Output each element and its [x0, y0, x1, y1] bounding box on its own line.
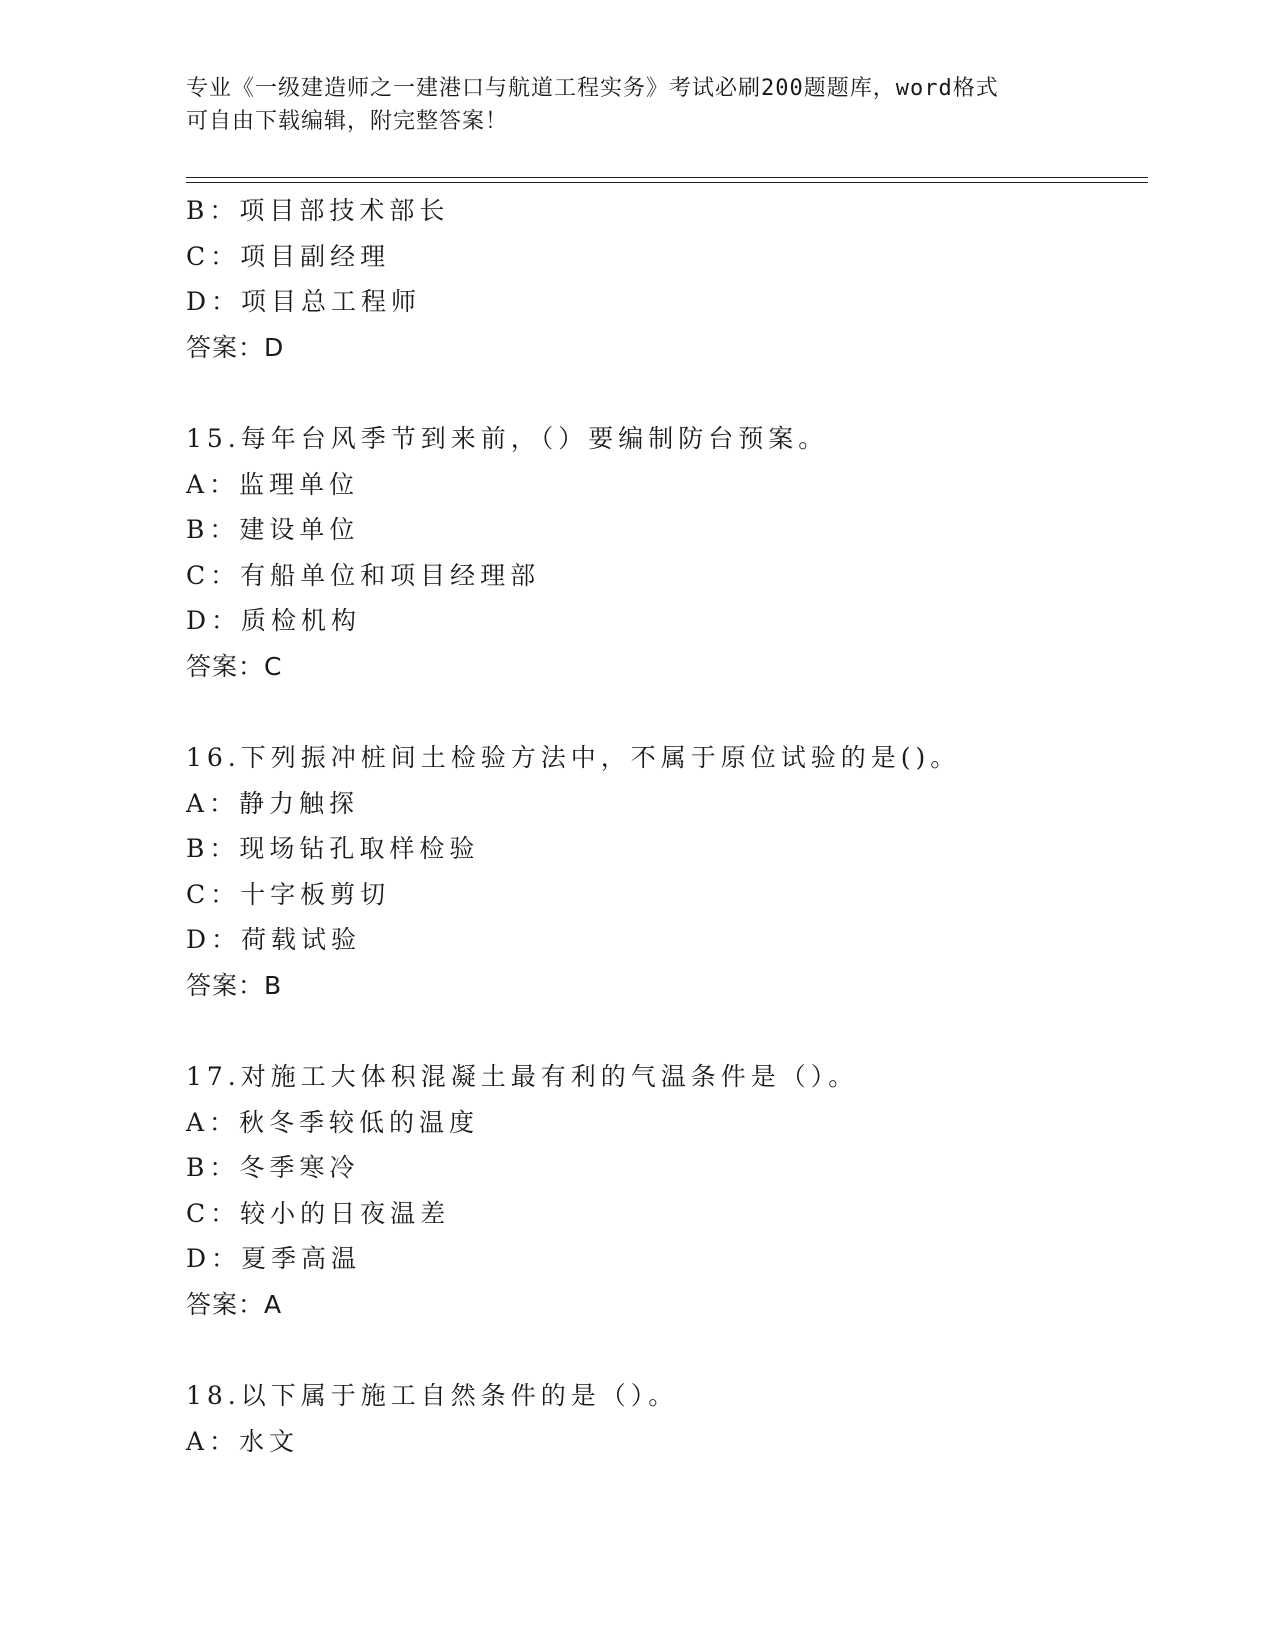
option-a: A：秋冬季较低的温度	[186, 1107, 480, 1137]
document-header	[186, 72, 1086, 138]
answer-line: 答案：D	[186, 332, 285, 362]
question-text: 15.每年台风季节到来前，（）要编制防台预案。	[186, 424, 829, 453]
option-b: B：项目部技术部长	[186, 196, 450, 225]
question-text: 16.下列振冲桩间土检验方法中，不属于原位试验的是()。	[186, 743, 961, 772]
spacer	[186, 689, 1146, 735]
option-a: A：水文	[186, 1426, 300, 1456]
spacer	[186, 370, 1146, 416]
question-block-17	[186, 1054, 1146, 1327]
spacer	[186, 1327, 1146, 1373]
option-a: A：监理单位	[186, 469, 360, 499]
option-c: C：较小的日夜温差	[186, 1198, 451, 1228]
option-c: C：十字板剪切	[186, 879, 391, 909]
header-line-2: 可自由下载编辑，附完整答案！	[186, 109, 509, 134]
question-text: 17.对施工大体积混凝土最有利的气温条件是（）。	[186, 1062, 859, 1091]
question-block-15	[186, 416, 1146, 689]
question-list	[186, 188, 1146, 1464]
question-block-16	[186, 735, 1146, 1008]
spacer	[186, 1008, 1146, 1054]
header-divider-top	[186, 177, 1148, 178]
header-line-1: 专业《一级建造师之一建港口与航道工程实务》考试必刷200题题库，word格式	[186, 76, 999, 101]
option-d: D：荷载试验	[186, 925, 362, 954]
header-divider-bottom	[186, 182, 1148, 183]
answer-line: 答案：B	[186, 970, 283, 1000]
question-block-prev	[186, 188, 1146, 370]
question-block-18	[186, 1373, 1146, 1464]
option-c: C：有船单位和项目经理部	[186, 560, 541, 590]
option-a: A：静力触探	[186, 788, 360, 818]
option-d: D：夏季高温	[186, 1244, 362, 1273]
option-c: C：项目副经理	[186, 241, 391, 271]
option-d: D：项目总工程师	[186, 287, 422, 316]
answer-line: 答案：C	[186, 651, 283, 681]
answer-line: 答案：A	[186, 1289, 283, 1319]
option-b: B：现场钻孔取样检验	[186, 834, 480, 863]
option-d: D：质检机构	[186, 606, 362, 635]
option-b: B：冬季寒冷	[186, 1153, 360, 1182]
question-text: 18.以下属于施工自然条件的是（）。	[186, 1381, 679, 1410]
option-b: B：建设单位	[186, 515, 360, 544]
